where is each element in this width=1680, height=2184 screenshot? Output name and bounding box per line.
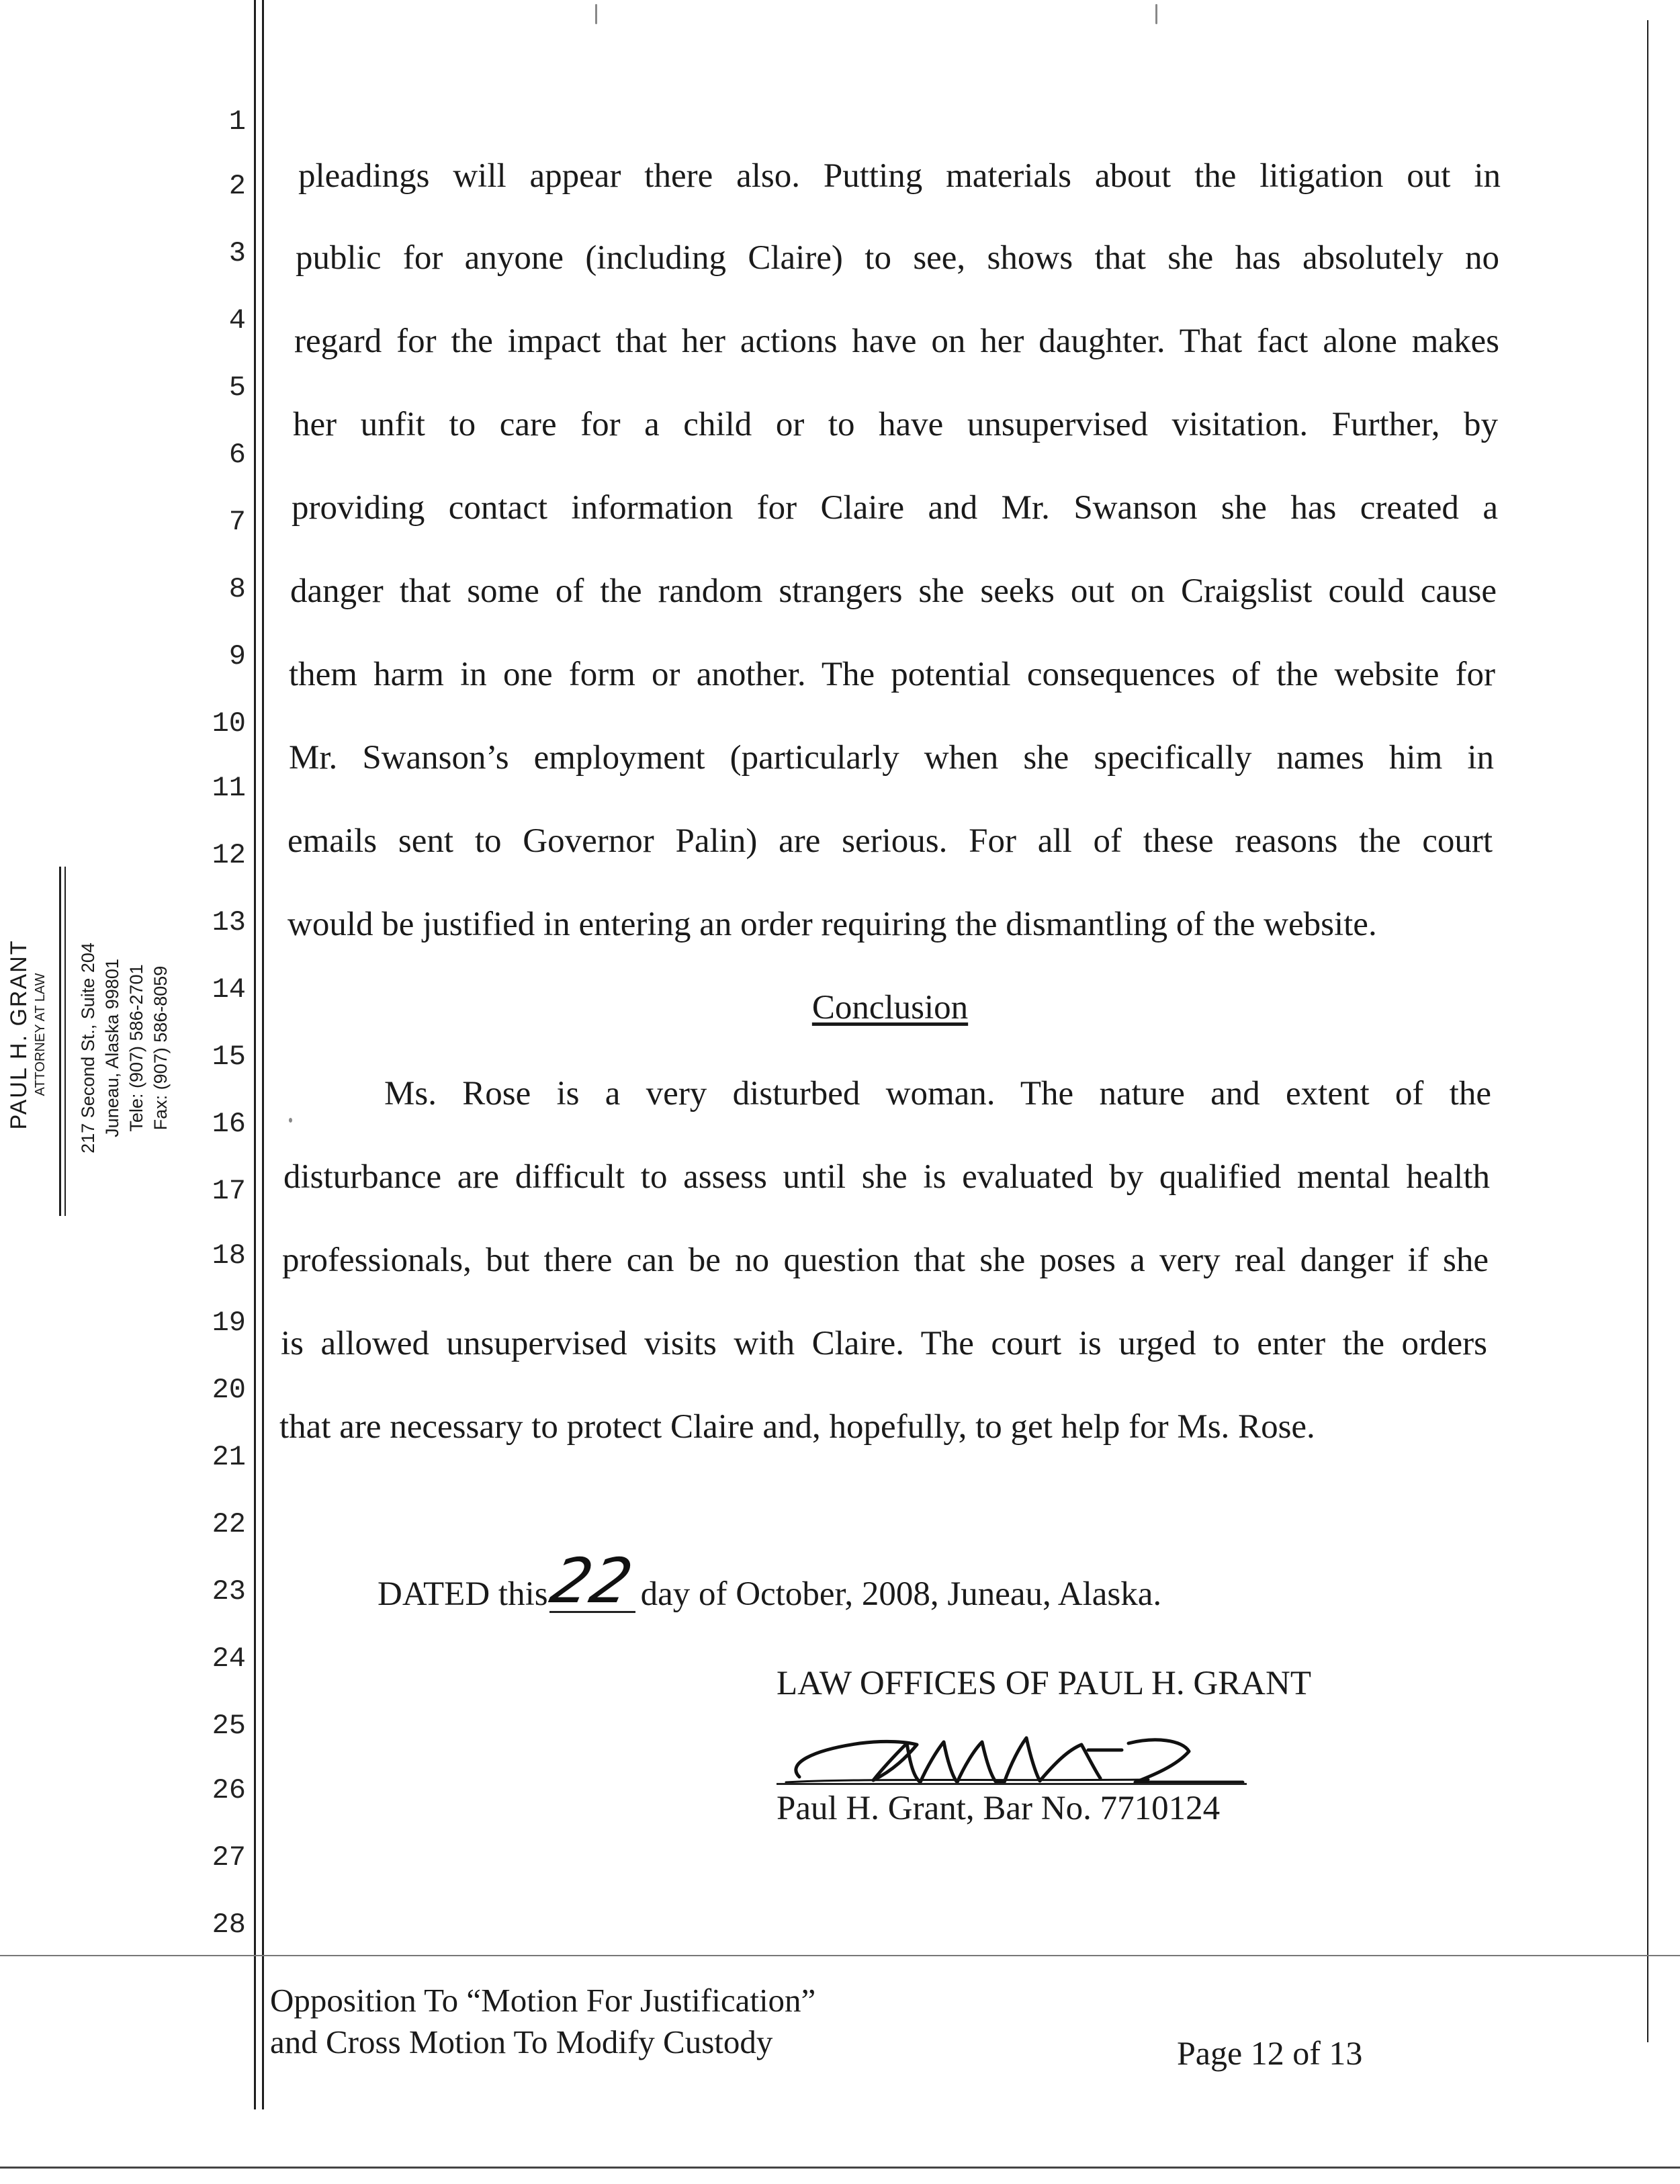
line-number: 25 [212,1710,246,1742]
page-number: Page 12 of 13 [1177,2034,1363,2072]
footer-title-line: and Cross Motion To Modify Custody [270,2023,773,2060]
dated-line [378,1545,1162,1617]
line-number: 1 [228,105,246,138]
line-number: 11 [212,772,246,804]
line-number: 3 [228,237,246,269]
conclusion-heading: Conclusion [811,989,969,1027]
line-number: 27 [212,1841,246,1874]
line-number: 24 [212,1643,246,1675]
line-number: 26 [212,1774,246,1806]
conclusion-text-line: is allowed unsupervised visits with Claire. The court is urged to enter the orders [281,1325,1487,1362]
day-blank [544,1545,639,1617]
body-text-line: emails sent to Governor Palin) are serious. For all of these reasons the court [288,822,1493,860]
line-number: 5 [228,372,246,404]
line-number: 21 [212,1441,246,1473]
line-number: 14 [212,973,246,1006]
footer-title-line: Opposition To “Motion For Justification” [270,1982,816,2019]
line-number: 16 [212,1108,246,1140]
bottom-edge-rule [0,2167,1680,2169]
line-number: 28 [212,1909,246,1941]
conclusion-text-line: professionals, but there can be no question that she poses a very real danger if she [282,1241,1489,1279]
sidebar-rule-b [64,867,66,1216]
line-number: 7 [228,506,246,538]
line-number: 17 [212,1175,246,1207]
left-margin-rule-inner [262,0,264,2109]
dated-prefix: DATED this [378,1575,548,1613]
address-line: Fax: (907) 586-8059 [150,965,171,1131]
line-number: 20 [212,1374,246,1406]
address-line: 217 Second St., Suite 204 [78,943,98,1153]
body-text-line: them harm in one form or another. The potential consequences of the website for [289,656,1495,693]
line-number: 15 [212,1041,246,1073]
signature-line [777,1783,1247,1785]
scan-speck [1155,4,1157,24]
right-margin-rule [1647,20,1648,2042]
line-number: 22 [212,1508,246,1540]
signer-name: Paul H. Grant, Bar No. 7710124 [777,1790,1221,1827]
body-text-line: public for anyone (including Claire) to see, shows that she has absolutely no [296,239,1499,277]
line-number: 12 [212,839,246,871]
sidebar-rule-a [59,867,61,1216]
conclusion-text-line: Ms. Rose is a very disturbed woman. The nature and extent of the [384,1075,1491,1112]
dated-suffix: day of October, 2008, Juneau, Alaska. [640,1575,1162,1613]
body-text-line: regard for the impact that her actions have on her daughter. That fact alone makes [294,322,1499,360]
conclusion-text-line: that are necessary to protect Claire and, hopefully, to get help for Ms. Rose. [279,1408,1315,1446]
body-text-line: would be justified in entering an order requiring the dismantling of the website. [288,906,1377,943]
line-number: 9 [228,640,246,672]
line-number: 18 [212,1239,246,1272]
firm-signature-block: LAW OFFICES OF PAUL H. GRANT [777,1665,1311,1702]
body-text-line: her unfit to care for a child or to have unsupervised visitation. Further, by [293,406,1498,443]
sidebar-firm-name [0,867,54,1203]
footer-separator-rule [0,1955,1680,1956]
body-text-line: pleadings will appear there also. Putting materials about the litigation out in [298,157,1501,195]
firm-title-text: ATTORNEY AT LAW [33,973,48,1096]
line-number: 10 [212,707,246,740]
line-number: 4 [228,304,246,337]
line-number: 6 [228,439,246,471]
address-line: Tele: (907) 586-2701 [126,964,146,1132]
handwritten-day: 22 [544,1545,639,1617]
line-number: 19 [212,1307,246,1339]
body-text-line: providing contact information for Claire and Mr. Swanson she has created a [292,489,1498,527]
address-line: Juneau, Alaska 99801 [102,959,122,1137]
scan-speck [289,1118,292,1123]
sidebar-address [71,893,178,1203]
scan-speck [595,4,597,24]
body-text-line: danger that some of the random strangers she seeks out on Craigslist could cause [290,572,1497,610]
body-text-line: Mr. Swanson’s employment (particularly when she specifically names him in [289,739,1494,777]
line-number: 2 [228,170,246,202]
line-number: 23 [212,1575,246,1608]
conclusion-text-line: disturbance are difficult to assess until she is evaluated by qualified mental health [283,1158,1490,1196]
line-number: 8 [228,573,246,605]
left-margin-rule-outer [254,0,256,2109]
line-number: 13 [212,906,246,938]
firm-name-text: PAUL H. GRANT [6,939,32,1130]
